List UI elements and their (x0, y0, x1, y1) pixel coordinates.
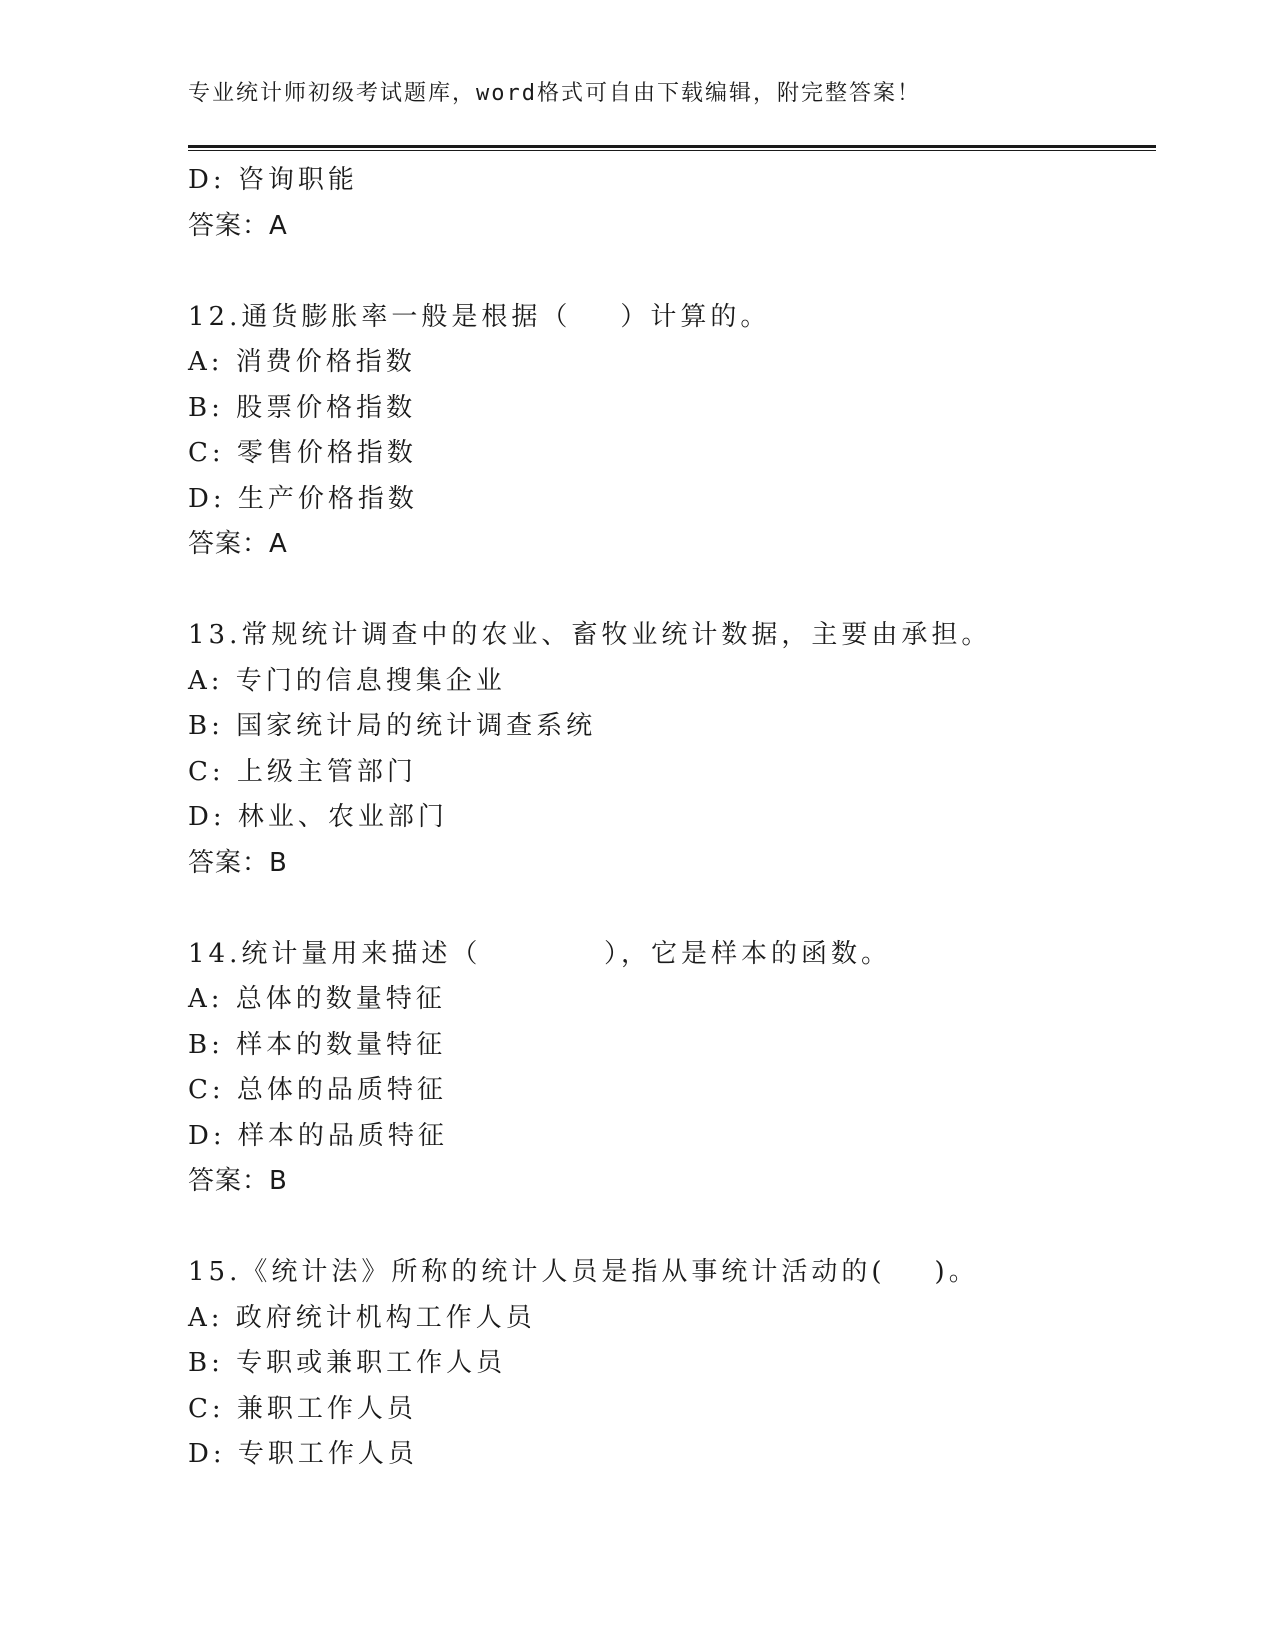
option-b: B: 股票价格指数 (188, 392, 417, 423)
option-b: B: 国家统计局的统计调查系统 (188, 711, 597, 741)
option-b: B: 样本的数量特征 (188, 1029, 447, 1060)
header-rule-thick (188, 145, 1156, 148)
option-d: D: 林业、农业部门 (188, 802, 448, 832)
answer: 答案：B (188, 847, 288, 878)
option-d: D: 生产价格指数 (188, 483, 418, 514)
option-a: A: 消费价格指数 (188, 347, 416, 377)
question-stem: 14.统计量用来描述（ ），它是样本的函数。 (188, 938, 891, 969)
answer: 答案：B (188, 1166, 288, 1196)
question-stem: 12.通货膨胀率一般是根据（ ）计算的。 (188, 301, 771, 332)
option-d: D: 咨询职能 (188, 165, 358, 195)
option-c: C: 兼职工作人员 (188, 1393, 417, 1424)
option-a: A: 专门的信息搜集企业 (188, 665, 506, 696)
option-d: D: 样本的品质特征 (188, 1120, 448, 1151)
option-a: A: 政府统计机构工作人员 (188, 1302, 536, 1333)
option-c: C: 上级主管部门 (188, 756, 417, 787)
question-content (188, 158, 1156, 1478)
option-d: D: 专职工作人员 (188, 1439, 418, 1469)
question-stem: 15.《统计法》所称的统计人员是指从事统计活动的( )。 (188, 1257, 979, 1287)
option-a: A: 总体的数量特征 (188, 984, 446, 1014)
option-b: B: 专职或兼职工作人员 (188, 1348, 507, 1378)
answer: 答案：A (188, 210, 288, 241)
question-stem: 13.常规统计调查中的农业、畜牧业统计数据，主要由承担。 (188, 620, 992, 650)
header-rule-thin (188, 150, 1156, 151)
option-c: C: 总体的品质特征 (188, 1075, 447, 1105)
option-c: C: 零售价格指数 (188, 438, 417, 468)
answer: 答案：A (188, 529, 288, 559)
page-header: 专业统计师初级考试题库，word格式可自由下载编辑，附完整答案！ (188, 81, 921, 106)
